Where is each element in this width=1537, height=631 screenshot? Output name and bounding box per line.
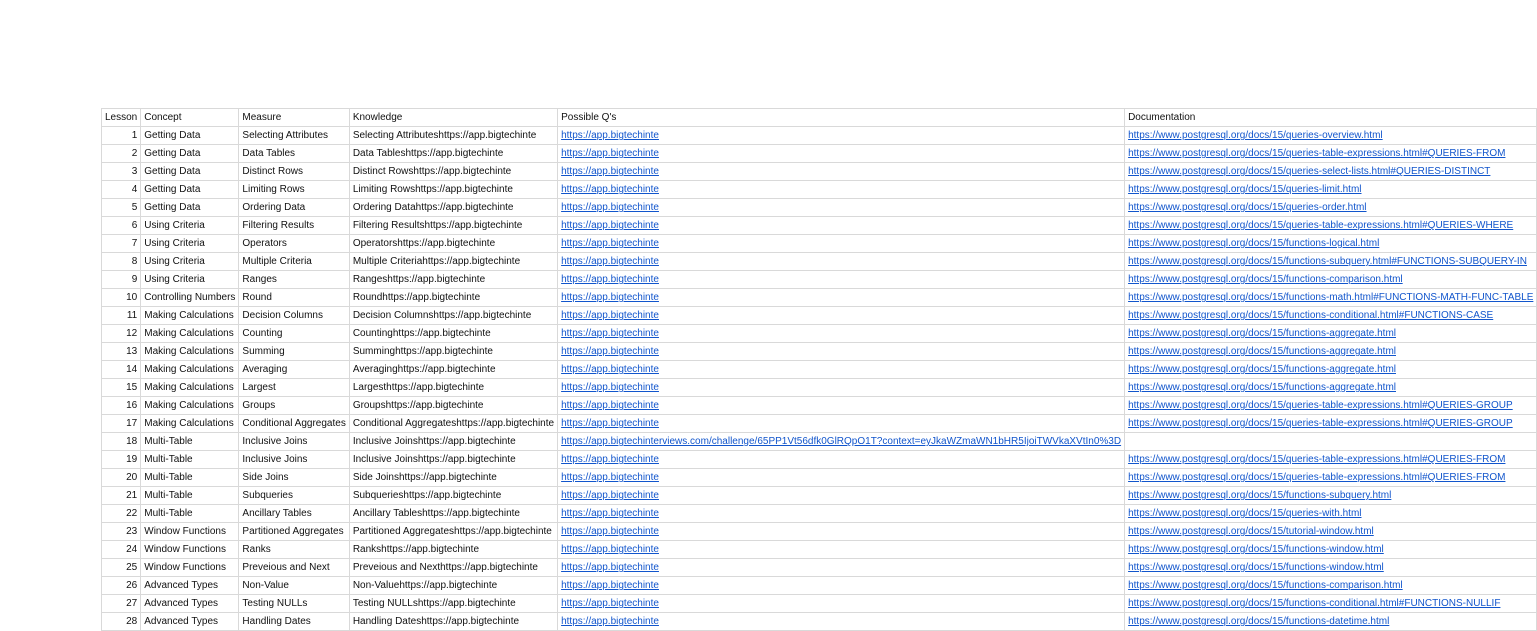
concept-cell[interactable]: Getting Data bbox=[141, 199, 239, 217]
measure-cell[interactable]: Largest bbox=[239, 379, 349, 397]
table-row bbox=[102, 523, 1537, 541]
measure-cell[interactable]: Handling Dates bbox=[239, 613, 349, 631]
knowledge-cell[interactable]: Side Joinshttps://app.bigtechinte bbox=[349, 469, 557, 487]
lesson-cell[interactable]: 3 bbox=[102, 163, 141, 181]
possible-question-link[interactable]: https://app.bigtechinte bbox=[561, 184, 659, 195]
documentation-link[interactable]: https://www.postgresql.org/docs/15/functions-comparison.html bbox=[1128, 274, 1403, 285]
measure-cell[interactable]: Selecting Attributes bbox=[239, 127, 349, 145]
knowledge-cell[interactable]: Distinct Rowshttps://app.bigtechinte bbox=[349, 163, 557, 181]
possible-question-link[interactable]: https://app.bigtechinte bbox=[561, 580, 659, 591]
knowledge-cell[interactable]: Countinghttps://app.bigtechinte bbox=[349, 325, 557, 343]
knowledge-cell[interactable]: Preveious and Nexthttps://app.bigtechinte bbox=[349, 559, 557, 577]
possible-question-link[interactable]: https://app.bigtechinte bbox=[561, 526, 659, 537]
measure-cell[interactable]: Inclusive Joins bbox=[239, 433, 349, 451]
table-row bbox=[102, 397, 1537, 415]
concept-cell[interactable]: Using Criteria bbox=[141, 235, 239, 253]
measure-cell[interactable]: Non-Value bbox=[239, 577, 349, 595]
possible-question-cell[interactable] bbox=[558, 163, 1125, 181]
concept-cell[interactable]: Making Calculations bbox=[141, 397, 239, 415]
table-row bbox=[102, 577, 1537, 595]
documentation-link[interactable]: https://www.postgresql.org/docs/15/queries-table-expressions.html#QUERIES-FROM bbox=[1128, 148, 1506, 159]
possible-question-cell[interactable] bbox=[558, 397, 1125, 415]
documentation-link[interactable]: https://www.postgresql.org/docs/15/queries-table-expressions.html#QUERIES-WHERE bbox=[1128, 220, 1514, 231]
measure-cell[interactable]: Summing bbox=[239, 343, 349, 361]
documentation-cell[interactable] bbox=[1125, 451, 1537, 469]
measure-cell[interactable]: Ranks bbox=[239, 541, 349, 559]
concept-cell[interactable]: Making Calculations bbox=[141, 307, 239, 325]
table-row bbox=[102, 253, 1537, 271]
concept-cell[interactable]: Making Calculations bbox=[141, 379, 239, 397]
concept-cell[interactable]: Advanced Types bbox=[141, 613, 239, 631]
lesson-cell[interactable]: 1 bbox=[102, 127, 141, 145]
possible-question-cell[interactable] bbox=[558, 523, 1125, 541]
possible-question-cell[interactable] bbox=[558, 433, 1125, 451]
table-row bbox=[102, 541, 1537, 559]
header-lesson[interactable]: Lesson bbox=[102, 109, 141, 127]
table-row bbox=[102, 415, 1537, 433]
possible-question-cell[interactable] bbox=[558, 469, 1125, 487]
concept-cell[interactable]: Multi-Table bbox=[141, 469, 239, 487]
documentation-cell[interactable] bbox=[1125, 397, 1537, 415]
documentation-cell[interactable] bbox=[1125, 325, 1537, 343]
documentation-cell[interactable] bbox=[1125, 541, 1537, 559]
measure-cell[interactable]: Side Joins bbox=[239, 469, 349, 487]
documentation-link[interactable]: https://www.postgresql.org/docs/15/queries-table-expressions.html#QUERIES-FROM bbox=[1128, 472, 1506, 483]
knowledge-cell[interactable]: Inclusive Joinshttps://app.bigtechinte bbox=[349, 433, 557, 451]
documentation-link[interactable]: https://www.postgresql.org/docs/15/functions-subquery.html bbox=[1128, 490, 1392, 501]
documentation-cell[interactable] bbox=[1125, 559, 1537, 577]
documentation-cell[interactable] bbox=[1125, 199, 1537, 217]
concept-cell[interactable]: Window Functions bbox=[141, 523, 239, 541]
possible-question-link[interactable]: https://app.bigtechinte bbox=[561, 274, 659, 285]
lesson-cell[interactable]: 12 bbox=[102, 325, 141, 343]
documentation-cell[interactable] bbox=[1125, 523, 1537, 541]
possible-question-link[interactable]: https://app.bigtechinte bbox=[561, 166, 659, 177]
lesson-cell[interactable]: 21 bbox=[102, 487, 141, 505]
concept-cell[interactable]: Advanced Types bbox=[141, 595, 239, 613]
knowledge-cell[interactable]: Subquerieshttps://app.bigtechinte bbox=[349, 487, 557, 505]
concept-cell[interactable]: Window Functions bbox=[141, 559, 239, 577]
lesson-cell[interactable]: 5 bbox=[102, 199, 141, 217]
lesson-cell[interactable]: 26 bbox=[102, 577, 141, 595]
possible-question-link[interactable]: https://app.bigtechinte bbox=[561, 454, 659, 465]
possible-question-cell[interactable] bbox=[558, 379, 1125, 397]
table-row bbox=[102, 343, 1537, 361]
lesson-cell[interactable]: 24 bbox=[102, 541, 141, 559]
documentation-link[interactable]: https://www.postgresql.org/docs/15/functions-aggregate.html bbox=[1128, 328, 1396, 339]
measure-cell[interactable]: Averaging bbox=[239, 361, 349, 379]
documentation-cell[interactable] bbox=[1125, 217, 1537, 235]
possible-question-link[interactable]: https://app.bigtechinte bbox=[561, 508, 659, 519]
documentation-cell[interactable] bbox=[1125, 127, 1537, 145]
knowledge-cell[interactable]: Operatorshttps://app.bigtechinte bbox=[349, 235, 557, 253]
knowledge-cell[interactable]: Ordering Datahttps://app.bigtechinte bbox=[349, 199, 557, 217]
knowledge-cell[interactable]: Limiting Rowshttps://app.bigtechinte bbox=[349, 181, 557, 199]
knowledge-cell[interactable]: Non-Valuehttps://app.bigtechinte bbox=[349, 577, 557, 595]
concept-cell[interactable]: Multi-Table bbox=[141, 487, 239, 505]
possible-question-link[interactable]: https://app.bigtechinte bbox=[561, 310, 659, 321]
possible-question-cell[interactable] bbox=[558, 595, 1125, 613]
knowledge-cell[interactable]: Handling Dateshttps://app.bigtechinte bbox=[349, 613, 557, 631]
possible-question-link[interactable]: https://app.bigtechinterviews.com/challenge/65PP1Vt56dfk0GlRQpO1T?context=eyJkaWZmaWN1bHR5IjoiTWVkaXVtIn0%3D bbox=[561, 436, 1122, 447]
documentation-cell[interactable] bbox=[1125, 145, 1537, 163]
possible-question-cell[interactable] bbox=[558, 199, 1125, 217]
possible-question-link[interactable]: https://app.bigtechinte bbox=[561, 400, 659, 411]
possible-question-link[interactable]: https://app.bigtechinte bbox=[561, 490, 659, 501]
measure-cell[interactable]: Inclusive Joins bbox=[239, 451, 349, 469]
documentation-cell[interactable] bbox=[1125, 577, 1537, 595]
knowledge-cell[interactable]: Rankshttps://app.bigtechinte bbox=[349, 541, 557, 559]
documentation-link[interactable]: https://www.postgresql.org/docs/15/functions-aggregate.html bbox=[1128, 382, 1396, 393]
documentation-link[interactable]: https://www.postgresql.org/docs/15/queries-select-lists.html#QUERIES-DISTINCT bbox=[1128, 166, 1491, 177]
table-row bbox=[102, 559, 1537, 577]
knowledge-cell[interactable]: Decision Columnshttps://app.bigtechinte bbox=[349, 307, 557, 325]
documentation-link[interactable]: https://www.postgresql.org/docs/15/queries-table-expressions.html#QUERIES-GROUP bbox=[1128, 400, 1513, 411]
lesson-cell[interactable]: 20 bbox=[102, 469, 141, 487]
table-row bbox=[102, 451, 1537, 469]
header-concept[interactable]: Concept bbox=[141, 109, 239, 127]
table-row bbox=[102, 325, 1537, 343]
measure-cell[interactable]: Ordering Data bbox=[239, 199, 349, 217]
lesson-cell[interactable]: 25 bbox=[102, 559, 141, 577]
knowledge-cell[interactable]: Rangeshttps://app.bigtechinte bbox=[349, 271, 557, 289]
possible-question-cell[interactable] bbox=[558, 271, 1125, 289]
table-row bbox=[102, 595, 1537, 613]
lesson-cell[interactable]: 7 bbox=[102, 235, 141, 253]
header-measure[interactable]: Measure bbox=[239, 109, 349, 127]
concept-cell[interactable]: Making Calculations bbox=[141, 325, 239, 343]
possible-question-link[interactable]: https://app.bigtechinte bbox=[561, 148, 659, 159]
possible-question-link[interactable]: https://app.bigtechinte bbox=[561, 616, 659, 627]
possible-question-cell[interactable] bbox=[558, 325, 1125, 343]
measure-cell[interactable]: Ranges bbox=[239, 271, 349, 289]
documentation-cell[interactable] bbox=[1125, 595, 1537, 613]
possible-question-link[interactable]: https://app.bigtechinte bbox=[561, 238, 659, 249]
concept-cell[interactable]: Using Criteria bbox=[141, 253, 239, 271]
measure-cell[interactable]: Counting bbox=[239, 325, 349, 343]
documentation-cell[interactable] bbox=[1125, 613, 1537, 631]
documentation-cell[interactable] bbox=[1125, 433, 1537, 451]
knowledge-cell[interactable]: Largesthttps://app.bigtechinte bbox=[349, 379, 557, 397]
possible-question-cell[interactable] bbox=[558, 289, 1125, 307]
concept-cell[interactable]: Controlling Numbers bbox=[141, 289, 239, 307]
table-row bbox=[102, 289, 1537, 307]
lesson-cell[interactable]: 15 bbox=[102, 379, 141, 397]
documentation-link[interactable]: https://www.postgresql.org/docs/15/queries-table-expressions.html#QUERIES-FROM bbox=[1128, 454, 1506, 465]
documentation-cell[interactable] bbox=[1125, 361, 1537, 379]
spreadsheet-table bbox=[101, 108, 1537, 631]
documentation-link[interactable]: https://www.postgresql.org/docs/15/functions-conditional.html#FUNCTIONS-CASE bbox=[1128, 310, 1494, 321]
documentation-cell[interactable] bbox=[1125, 505, 1537, 523]
header-possible-questions[interactable]: Possible Q's bbox=[558, 109, 1125, 127]
table-row bbox=[102, 307, 1537, 325]
concept-cell[interactable]: Using Criteria bbox=[141, 217, 239, 235]
concept-cell[interactable]: Multi-Table bbox=[141, 433, 239, 451]
possible-question-cell[interactable] bbox=[558, 361, 1125, 379]
knowledge-cell[interactable]: Selecting Attributeshttps://app.bigtechinte bbox=[349, 127, 557, 145]
possible-question-link[interactable]: https://app.bigtechinte bbox=[561, 328, 659, 339]
knowledge-cell[interactable]: Conditional Aggregateshttps://app.bigtechinte bbox=[349, 415, 557, 433]
documentation-link[interactable]: https://www.postgresql.org/docs/15/functions-logical.html bbox=[1128, 238, 1380, 249]
possible-question-cell[interactable] bbox=[558, 127, 1125, 145]
concept-cell[interactable]: Getting Data bbox=[141, 127, 239, 145]
documentation-link[interactable]: https://www.postgresql.org/docs/15/functions-window.html bbox=[1128, 562, 1384, 573]
measure-cell[interactable]: Limiting Rows bbox=[239, 181, 349, 199]
lesson-cell[interactable]: 17 bbox=[102, 415, 141, 433]
knowledge-cell[interactable]: Multiple Criteriahttps://app.bigtechinte bbox=[349, 253, 557, 271]
concept-cell[interactable]: Getting Data bbox=[141, 163, 239, 181]
documentation-cell[interactable] bbox=[1125, 253, 1537, 271]
measure-cell[interactable]: Partitioned Aggregates bbox=[239, 523, 349, 541]
measure-cell[interactable]: Subqueries bbox=[239, 487, 349, 505]
measure-cell[interactable]: Decision Columns bbox=[239, 307, 349, 325]
concept-cell[interactable]: Making Calculations bbox=[141, 415, 239, 433]
possible-question-cell[interactable] bbox=[558, 451, 1125, 469]
possible-question-cell[interactable] bbox=[558, 235, 1125, 253]
possible-question-cell[interactable] bbox=[558, 613, 1125, 631]
possible-question-cell[interactable] bbox=[558, 217, 1125, 235]
documentation-link[interactable]: https://www.postgresql.org/docs/15/functions-aggregate.html bbox=[1128, 364, 1396, 375]
documentation-link[interactable]: https://www.postgresql.org/docs/15/queries-limit.html bbox=[1128, 184, 1362, 195]
table-row bbox=[102, 469, 1537, 487]
concept-cell[interactable]: Getting Data bbox=[141, 181, 239, 199]
knowledge-cell[interactable]: Partitioned Aggregateshttps://app.bigtechinte bbox=[349, 523, 557, 541]
knowledge-cell[interactable]: Filtering Resultshttps://app.bigtechinte bbox=[349, 217, 557, 235]
possible-question-link[interactable]: https://app.bigtechinte bbox=[561, 562, 659, 573]
table-row bbox=[102, 613, 1537, 631]
table-row bbox=[102, 145, 1537, 163]
documentation-cell[interactable] bbox=[1125, 415, 1537, 433]
knowledge-cell[interactable]: Data Tableshttps://app.bigtechinte bbox=[349, 145, 557, 163]
documentation-cell[interactable] bbox=[1125, 307, 1537, 325]
lesson-cell[interactable]: 6 bbox=[102, 217, 141, 235]
possible-question-link[interactable]: https://app.bigtechinte bbox=[561, 418, 659, 429]
concept-cell[interactable]: Advanced Types bbox=[141, 577, 239, 595]
possible-question-cell[interactable] bbox=[558, 577, 1125, 595]
possible-question-cell[interactable] bbox=[558, 541, 1125, 559]
documentation-cell[interactable] bbox=[1125, 469, 1537, 487]
concept-cell[interactable]: Multi-Table bbox=[141, 451, 239, 469]
lesson-cell[interactable]: 22 bbox=[102, 505, 141, 523]
lesson-cell[interactable]: 13 bbox=[102, 343, 141, 361]
table-row bbox=[102, 505, 1537, 523]
header-row bbox=[102, 109, 1537, 127]
lesson-cell[interactable]: 4 bbox=[102, 181, 141, 199]
table-row bbox=[102, 163, 1537, 181]
possible-question-cell[interactable] bbox=[558, 415, 1125, 433]
header-knowledge[interactable]: Knowledge bbox=[349, 109, 557, 127]
table-row bbox=[102, 433, 1537, 451]
lesson-cell[interactable]: 10 bbox=[102, 289, 141, 307]
table-row bbox=[102, 199, 1537, 217]
measure-cell[interactable]: Distinct Rows bbox=[239, 163, 349, 181]
possible-question-cell[interactable] bbox=[558, 343, 1125, 361]
possible-question-link[interactable]: https://app.bigtechinte bbox=[561, 544, 659, 555]
documentation-link[interactable]: https://www.postgresql.org/docs/15/queries-overview.html bbox=[1128, 130, 1383, 141]
knowledge-cell[interactable]: Inclusive Joinshttps://app.bigtechinte bbox=[349, 451, 557, 469]
concept-cell[interactable]: Making Calculations bbox=[141, 361, 239, 379]
documentation-link[interactable]: https://www.postgresql.org/docs/15/queries-with.html bbox=[1128, 508, 1362, 519]
knowledge-cell[interactable]: Testing NULLshttps://app.bigtechinte bbox=[349, 595, 557, 613]
documentation-link[interactable]: https://www.postgresql.org/docs/15/functions-math.html#FUNCTIONS-MATH-FUNC-TABLE bbox=[1128, 292, 1534, 303]
lesson-cell[interactable]: 28 bbox=[102, 613, 141, 631]
knowledge-cell[interactable]: Roundhttps://app.bigtechinte bbox=[349, 289, 557, 307]
table-row bbox=[102, 235, 1537, 253]
measure-cell[interactable]: Data Tables bbox=[239, 145, 349, 163]
possible-question-cell[interactable] bbox=[558, 559, 1125, 577]
documentation-link[interactable]: https://www.postgresql.org/docs/15/functions-subquery.html#FUNCTIONS-SUBQUERY-IN bbox=[1128, 256, 1527, 267]
concept-cell[interactable]: Making Calculations bbox=[141, 343, 239, 361]
concept-cell[interactable]: Using Criteria bbox=[141, 271, 239, 289]
measure-cell[interactable]: Conditional Aggregates bbox=[239, 415, 349, 433]
measure-cell[interactable]: Multiple Criteria bbox=[239, 253, 349, 271]
documentation-link[interactable]: https://www.postgresql.org/docs/15/queries-order.html bbox=[1128, 202, 1367, 213]
possible-question-cell[interactable] bbox=[558, 505, 1125, 523]
possible-question-link[interactable]: https://app.bigtechinte bbox=[561, 364, 659, 375]
documentation-cell[interactable] bbox=[1125, 181, 1537, 199]
documentation-link[interactable]: https://www.postgresql.org/docs/15/functions-datetime.html bbox=[1128, 616, 1390, 627]
concept-cell[interactable]: Multi-Table bbox=[141, 505, 239, 523]
table-row bbox=[102, 217, 1537, 235]
lesson-cell[interactable]: 23 bbox=[102, 523, 141, 541]
lesson-cell[interactable]: 11 bbox=[102, 307, 141, 325]
lesson-cell[interactable]: 9 bbox=[102, 271, 141, 289]
possible-question-link[interactable]: https://app.bigtechinte bbox=[561, 382, 659, 393]
lesson-cell[interactable]: 14 bbox=[102, 361, 141, 379]
measure-cell[interactable]: Testing NULLs bbox=[239, 595, 349, 613]
possible-question-link[interactable]: https://app.bigtechinte bbox=[561, 346, 659, 357]
documentation-cell[interactable] bbox=[1125, 235, 1537, 253]
possible-question-cell[interactable] bbox=[558, 487, 1125, 505]
header-documentation[interactable]: Documentation bbox=[1125, 109, 1537, 127]
documentation-link[interactable]: https://www.postgresql.org/docs/15/queries-table-expressions.html#QUERIES-GROUP bbox=[1128, 418, 1513, 429]
table-row bbox=[102, 487, 1537, 505]
documentation-link[interactable]: https://www.postgresql.org/docs/15/functions-comparison.html bbox=[1128, 580, 1403, 591]
table-row bbox=[102, 361, 1537, 379]
documentation-cell[interactable] bbox=[1125, 289, 1537, 307]
documentation-link[interactable]: https://www.postgresql.org/docs/15/functions-aggregate.html bbox=[1128, 346, 1396, 357]
possible-question-link[interactable]: https://app.bigtechinte bbox=[561, 292, 659, 303]
documentation-cell[interactable] bbox=[1125, 379, 1537, 397]
possible-question-link[interactable]: https://app.bigtechinte bbox=[561, 202, 659, 213]
measure-cell[interactable]: Ancillary Tables bbox=[239, 505, 349, 523]
possible-question-link[interactable]: https://app.bigtechinte bbox=[561, 130, 659, 141]
possible-question-cell[interactable] bbox=[558, 253, 1125, 271]
documentation-link[interactable]: https://www.postgresql.org/docs/15/functions-window.html bbox=[1128, 544, 1384, 555]
measure-cell[interactable]: Operators bbox=[239, 235, 349, 253]
documentation-cell[interactable] bbox=[1125, 163, 1537, 181]
lesson-cell[interactable]: 27 bbox=[102, 595, 141, 613]
table-row bbox=[102, 271, 1537, 289]
concept-cell[interactable]: Window Functions bbox=[141, 541, 239, 559]
measure-cell[interactable]: Filtering Results bbox=[239, 217, 349, 235]
lesson-cell[interactable]: 16 bbox=[102, 397, 141, 415]
documentation-cell[interactable] bbox=[1125, 343, 1537, 361]
measure-cell[interactable]: Groups bbox=[239, 397, 349, 415]
possible-question-link[interactable]: https://app.bigtechinte bbox=[561, 598, 659, 609]
table-row bbox=[102, 181, 1537, 199]
possible-question-link[interactable]: https://app.bigtechinte bbox=[561, 256, 659, 267]
documentation-cell[interactable] bbox=[1125, 271, 1537, 289]
measure-cell[interactable]: Preveious and Next bbox=[239, 559, 349, 577]
possible-question-cell[interactable] bbox=[558, 307, 1125, 325]
lesson-cell[interactable]: 2 bbox=[102, 145, 141, 163]
table-row bbox=[102, 379, 1537, 397]
knowledge-cell[interactable]: Summinghttps://app.bigtechinte bbox=[349, 343, 557, 361]
possible-question-link[interactable]: https://app.bigtechinte bbox=[561, 472, 659, 483]
documentation-link[interactable]: https://www.postgresql.org/docs/15/functions-conditional.html#FUNCTIONS-NULLIF bbox=[1128, 598, 1501, 609]
table-row bbox=[102, 127, 1537, 145]
knowledge-cell[interactable]: Groupshttps://app.bigtechinte bbox=[349, 397, 557, 415]
documentation-link[interactable]: https://www.postgresql.org/docs/15/tutorial-window.html bbox=[1128, 526, 1374, 537]
measure-cell[interactable]: Round bbox=[239, 289, 349, 307]
possible-question-cell[interactable] bbox=[558, 145, 1125, 163]
possible-question-link[interactable]: https://app.bigtechinte bbox=[561, 220, 659, 231]
knowledge-cell[interactable]: Ancillary Tableshttps://app.bigtechinte bbox=[349, 505, 557, 523]
possible-question-cell[interactable] bbox=[558, 181, 1125, 199]
lesson-cell[interactable]: 18 bbox=[102, 433, 141, 451]
concept-cell[interactable]: Getting Data bbox=[141, 145, 239, 163]
lesson-cell[interactable]: 8 bbox=[102, 253, 141, 271]
knowledge-cell[interactable]: Averaginghttps://app.bigtechinte bbox=[349, 361, 557, 379]
lesson-cell[interactable]: 19 bbox=[102, 451, 141, 469]
documentation-cell[interactable] bbox=[1125, 487, 1537, 505]
